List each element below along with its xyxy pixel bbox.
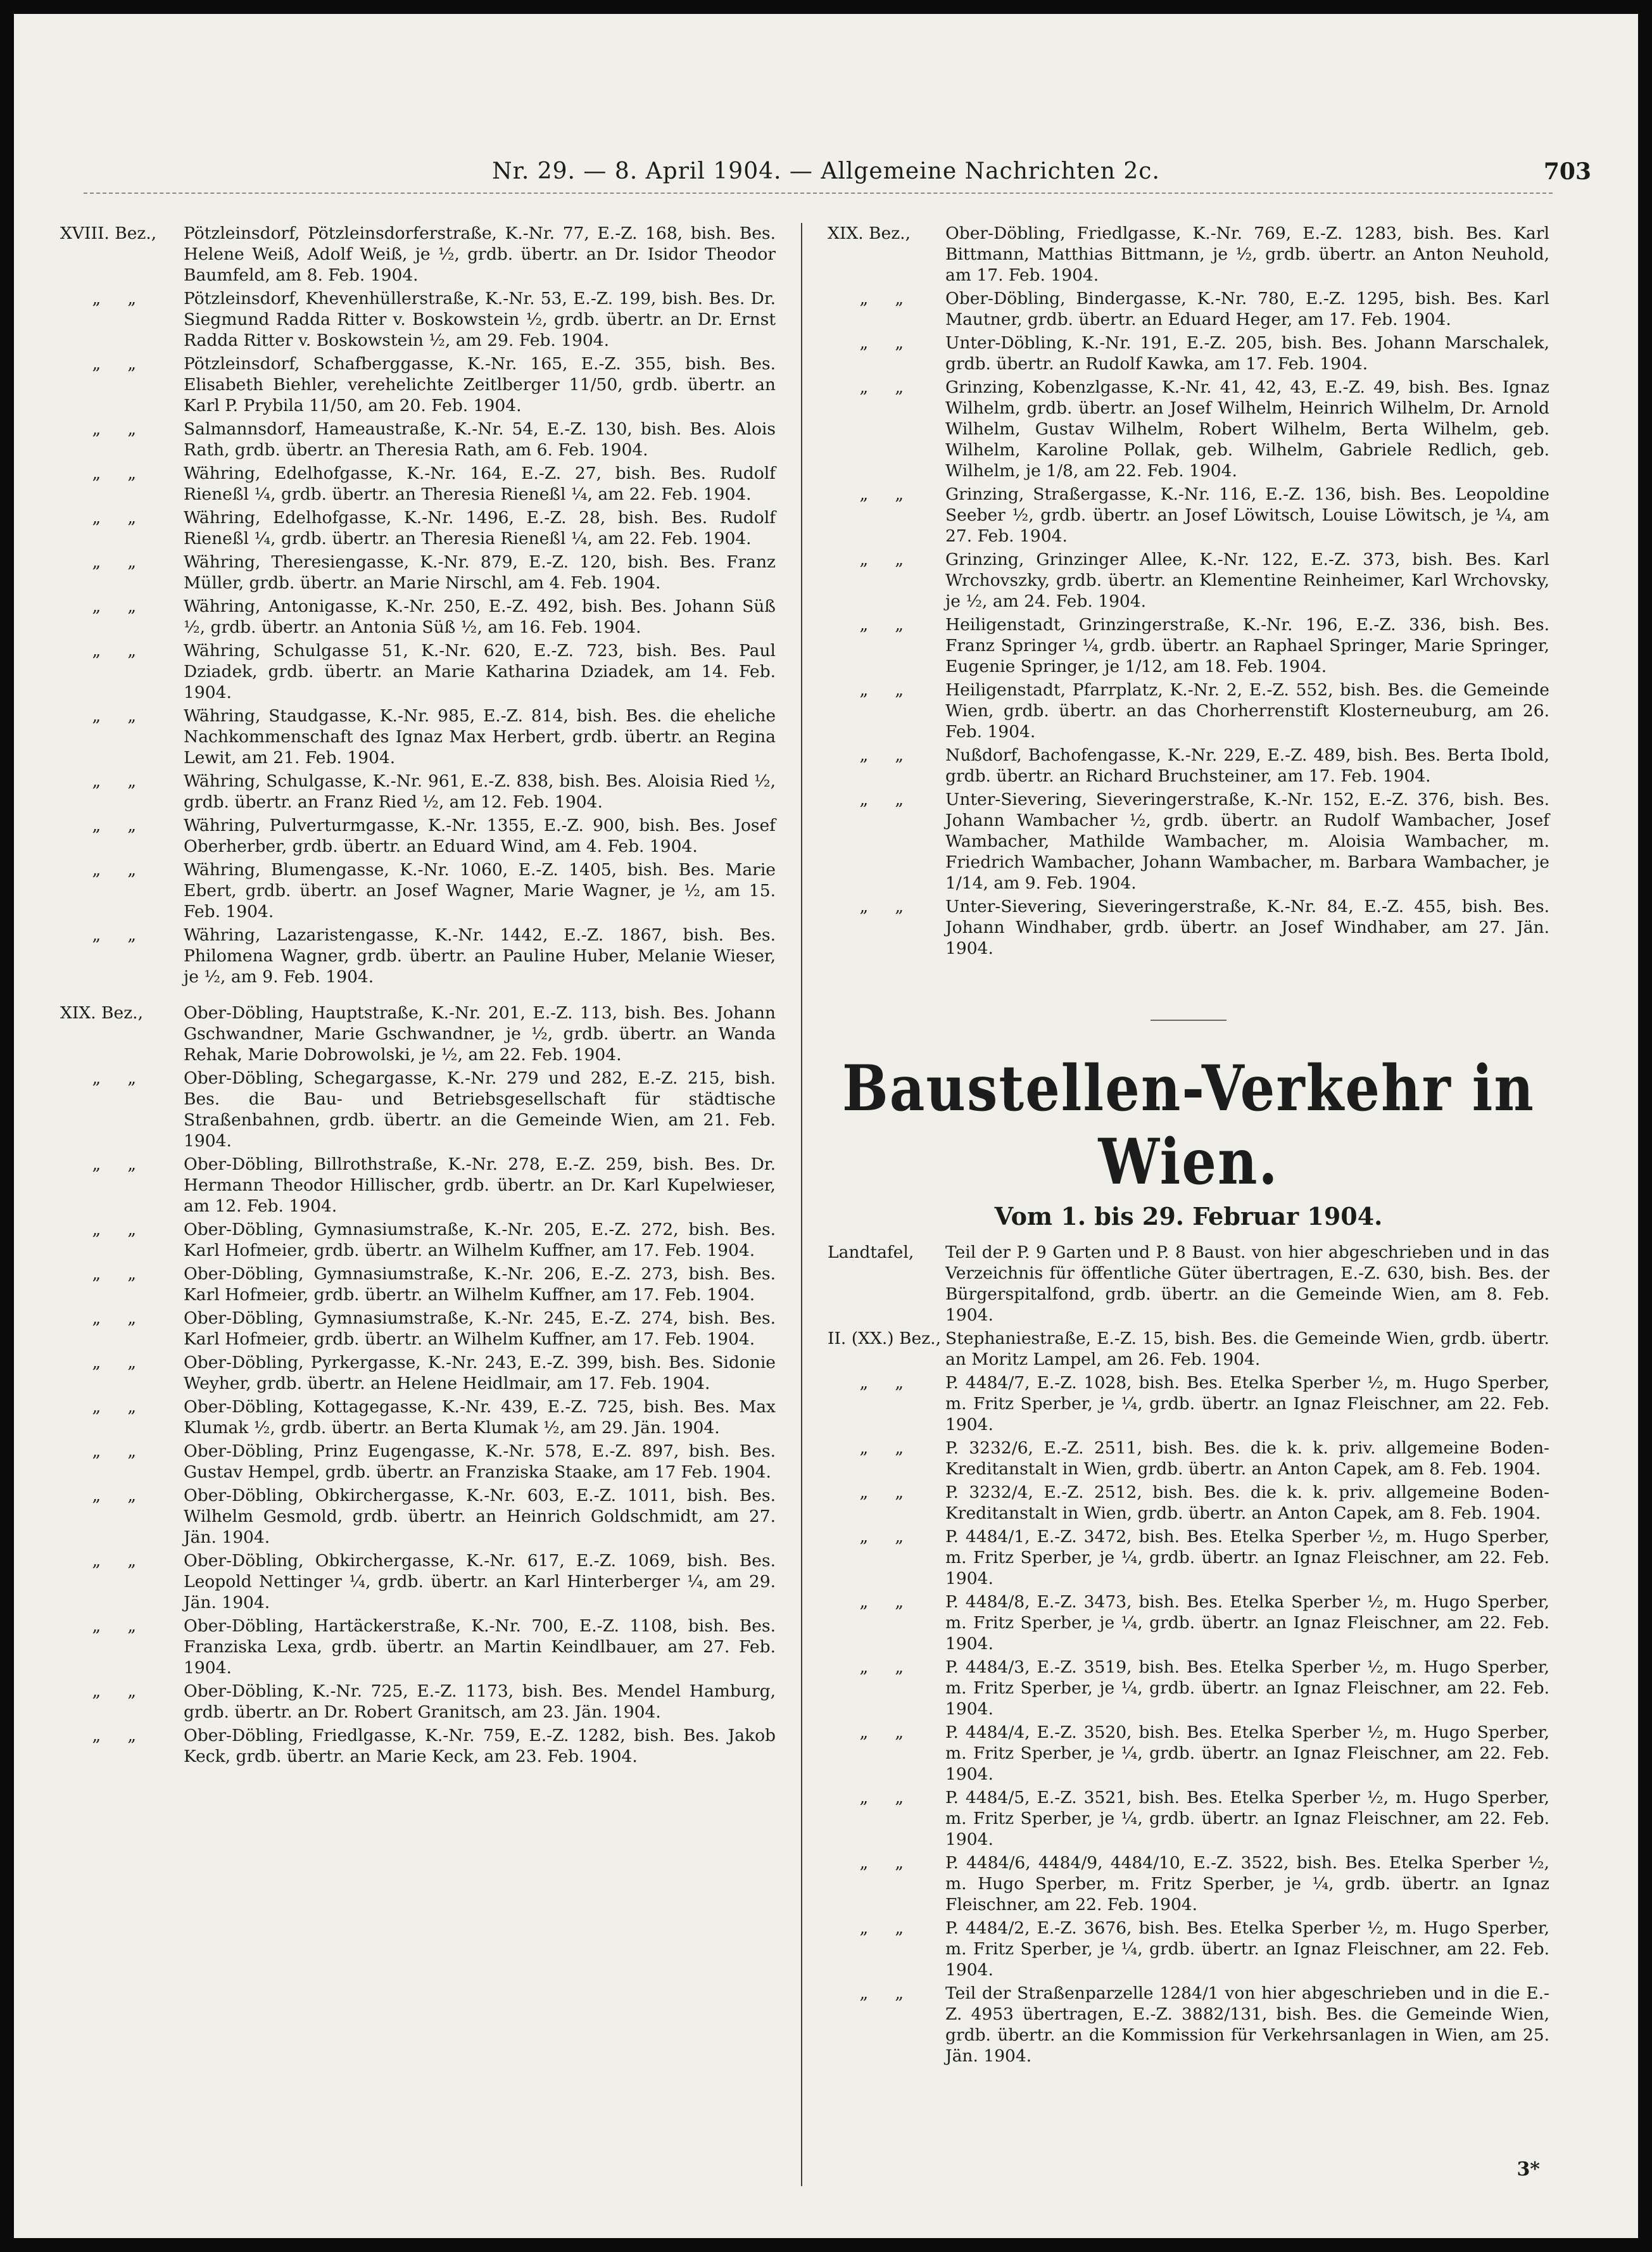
register-entry: [60, 1154, 776, 1217]
entry-text: Pötzleinsdorf, Schafberggasse, K.-Nr. 165, E.-Z. 355, bish. Bes. Elisabeth Biehler, verehelichte Zeitlberger 11/50, grdb. übertr. an Karl P. Prybila 11/50, am 20. Feb. 1904.: [184, 354, 776, 415]
register-entry: [60, 223, 776, 286]
register-entry: [828, 484, 1549, 547]
register-entry: [60, 1219, 776, 1261]
entry-text: P. 3232/4, E.-Z. 2512, bish. Bes. die k. k. priv. allgemeine Boden-Kreditanstalt in Wien, grdb. übertr. an Anton Capek, am 8. Feb. 1904.: [945, 1483, 1549, 1523]
entry-text: Heiligenstadt, Grinzingerstraße, K.-Nr. 196, E.-Z. 336, bish. Bes. Franz Springer ¼, grdb. übertr. an Raphael Springer, Marie Springer, Eugenie Springer, je 1/12, am 18. Feb. 1904.: [945, 615, 1549, 676]
entry-text: Nußdorf, Bachofengasse, K.-Nr. 229, E.-Z. 489, bish. Bes. Berta Ibold, grdb. übertr. an Richard Bruchsteiner, am 17. Feb. 1904.: [945, 745, 1549, 786]
entry-text: P. 4484/5, E.-Z. 3521, bish. Bes. Etelka Sperber ½, m. Hugo Sperber, m. Fritz Sperber, je ¼, grdb. übertr. an Ignaz Fleischner, am 22. Feb. 1904.: [945, 1788, 1549, 1849]
header-rule: [84, 193, 1553, 194]
register-entry: [828, 549, 1549, 612]
entry-district-label: „ „: [60, 354, 137, 374]
entry-text: Unter-Sievering, Sieveringerstraße, K.-Nr. 152, E.-Z. 376, bish. Bes. Johann Wambacher ½, grdb. übertr. an Rudolf Wambacher, Josef Wambacher, Mathilde Wambacher, m. Aloisia Wambacher, m. Friedrich Wambacher, Johann Wambacher, m. Barbara Wambacher, je 1/14, am 9. Feb. 1904.: [945, 790, 1549, 893]
register-entry: [828, 377, 1549, 481]
section-subtitle: Vom 1. bis 29. Februar 1904.: [994, 1202, 1383, 1230]
entry-district-label: „ „: [60, 1264, 137, 1284]
entry-text: Ober-Döbling, Bindergasse, K.-Nr. 780, E.-Z. 1295, bish. Bes. Karl Mautner, grdb. übertr. an Eduard Heger, am 17. Feb. 1904.: [945, 289, 1549, 329]
entry-district-label: „ „: [828, 615, 904, 635]
entry-text: Ober-Döbling, Billrothstraße, K.-Nr. 278, E.-Z. 259, bish. Bes. Dr. Hermann Theodor Hillischer, grdb. übertr. an Dr. Karl Kupelwieser, am 12. Feb. 1904.: [184, 1154, 776, 1216]
register-entry: [60, 1263, 776, 1305]
entry-district-label: „ „: [60, 706, 137, 726]
entry-text: P. 4484/6, 4484/9, 4484/10, E.-Z. 3522, bish. Bes. Etelka Sperber ½, m. Hugo Sperber, m. Fritz Sperber, je ¼, grdb. übertr. an Ignaz Fleischner, am 22. Feb. 1904.: [945, 1853, 1549, 1914]
entry-text: Ober-Döbling, Gymnasiumstraße, K.-Nr. 245, E.-Z. 274, bish. Bes. Karl Hofmeier, grdb. übertr. an Wilhelm Kuffner, am 17. Feb. 1904.: [184, 1308, 776, 1349]
register-entry: [828, 332, 1549, 374]
register-entry: [60, 815, 776, 857]
entry-text: Grinzing, Straßergasse, K.-Nr. 116, E.-Z. 136, bish. Bes. Leopoldine Seeber ½, grdb. übertr. an Josef Löwitsch, Louise Löwitsch, je ¼, am 27. Feb. 1904.: [945, 484, 1549, 546]
entry-text: Grinzing, Grinzinger Allee, K.-Nr. 122, E.-Z. 373, bish. Bes. Karl Wrchovszky, grdb. übertr. an Klementine Reinheimer, Karl Wrchovsky, je ½, am 24. Feb. 1904.: [945, 550, 1549, 611]
column-divider: [801, 223, 802, 2186]
entry-district-label: „ „: [828, 1983, 904, 2003]
entry-district-label: Landtafel,: [828, 1243, 914, 1262]
entry-text: Unter-Döbling, K.-Nr. 191, E.-Z. 205, bish. Bes. Johann Marschalek, grdb. übertr. an Rudolf Kawka, am 17. Feb. 1904.: [945, 333, 1549, 374]
entry-text: Ober-Döbling, Friedlgasse, K.-Nr. 759, E.-Z. 1282, bish. Bes. Jakob Keck, grdb. übertr. an Marie Keck, am 23. Feb. 1904.: [184, 1726, 776, 1766]
entry-district-label: „ „: [60, 289, 137, 308]
register-entry: [60, 1485, 776, 1548]
entry-district-label: „ „: [60, 641, 137, 661]
entry-district-label: „ „: [60, 1726, 137, 1745]
entry-district-label: „ „: [60, 925, 137, 945]
entry-district-label: XIX. Bez.,: [828, 224, 911, 243]
register-entry: [60, 859, 776, 922]
register-entry: [60, 1681, 776, 1723]
register-entry: [60, 1308, 776, 1350]
entry-district-label: „ „: [60, 816, 137, 835]
entry-district-label: „ „: [60, 508, 137, 528]
register-entry: [828, 1482, 1549, 1524]
register-entry: [828, 1526, 1549, 1589]
entry-district-label: „ „: [828, 550, 904, 569]
entry-text: Währing, Theresiengasse, K.-Nr. 879, E.-Z. 120, bish. Bes. Franz Müller, grdb. übertr. an Marie Nirschl, am 4. Feb. 1904.: [184, 552, 776, 593]
right-column-entries: [828, 223, 1549, 959]
entry-district-label: „ „: [828, 897, 904, 916]
entry-text: Ober-Döbling, Kottagegasse, K.-Nr. 439, E.-Z. 725, bish. Bes. Max Klumak ½, grdb. übertr. an Berta Klumak ½, am 29. Jän. 1904.: [184, 1397, 776, 1438]
entry-text: Salmannsdorf, Hameaustraße, K.-Nr. 54, E.-Z. 130, bish. Bes. Alois Rath, grdb. übertr. an Theresia Rath, am 6. Feb. 1904.: [184, 419, 776, 460]
register-entry: [828, 1242, 1549, 1325]
entry-district-label: „ „: [60, 1154, 137, 1174]
register-entry: [828, 1983, 1549, 2066]
entry-text: Ober-Döbling, Obkirchergasse, K.-Nr. 603, E.-Z. 1011, bish. Bes. Wilhelm Gesmold, grdb. übertr. an Heinrich Goldschmidt, am 27. Jän. 1904.: [184, 1486, 776, 1547]
entry-text: Pötzleinsdorf, Pötzleinsdorferstraße, K.-Nr. 77, E.-Z. 168, bish. Bes. Helene Weiß, Adolf Weiß, je ½, grdb. übertr. an Dr. Isidor Theodor Baumfeld, am 8. Feb. 1904.: [184, 224, 776, 285]
header-issue-line: Nr. 29. — 8. April 1904. — Allgemeine Nachrichten 2c.: [492, 158, 1160, 184]
register-entry: [60, 705, 776, 768]
entry-district-label: „ „: [828, 1373, 904, 1393]
right-column: [828, 223, 1549, 2069]
page-header: [14, 158, 1638, 196]
register-entry: [828, 1787, 1549, 1850]
register-entry: [60, 353, 776, 416]
entry-district-label: „ „: [60, 419, 137, 439]
entry-district-label: „ „: [60, 860, 137, 880]
entry-district-label: „ „: [828, 1918, 904, 1938]
entry-text: Währing, Pulverturmgasse, K.-Nr. 1355, E.-Z. 900, bish. Bes. Josef Oberherber, grdb. übertr. an Eduard Wind, am 4. Feb. 1904.: [184, 816, 776, 856]
register-entry: [828, 896, 1549, 959]
entry-text: Währing, Staudgasse, K.-Nr. 985, E.-Z. 814, bish. Bes. die eheliche Nachkommenschaft des Ignaz Max Herbert, grdb. übertr. an Regina Lewit, am 21. Feb. 1904.: [184, 706, 776, 768]
entry-district-label: „ „: [828, 1788, 904, 1807]
entry-text: Währing, Schulgasse 51, K.-Nr. 620, E.-Z. 723, bish. Bes. Paul Dziadek, grdb. übertr. an Marie Katharina Dziadek, am 14. Feb. 1904.: [184, 641, 776, 702]
register-entry: [60, 1396, 776, 1438]
entry-text: Währing, Blumengasse, K.-Nr. 1060, E.-Z. 1405, bish. Bes. Marie Ebert, grdb. übertr. an Josef Wagner, Marie Wagner, je ½, am 15. Feb. 1904.: [184, 860, 776, 921]
section-entries: [828, 1242, 1549, 2066]
entry-district-label: „ „: [60, 1220, 137, 1239]
register-entry: [60, 419, 776, 460]
register-entry: [60, 640, 776, 703]
register-entry: [828, 1722, 1549, 1785]
entry-district-label: XVIII. Bez.,: [60, 224, 157, 243]
newspaper-page: [14, 14, 1638, 2238]
register-entry: [828, 745, 1549, 787]
register-entry: [60, 1725, 776, 1767]
entry-text: Währing, Edelhofgasse, K.-Nr. 164, E.-Z. 27, bish. Bes. Rudolf Rieneßl ¼, grdb. übertr. an Theresia Rieneßl ¼, am 22. Feb. 1904.: [184, 464, 776, 504]
signature-mark: 3*: [1516, 2158, 1540, 2180]
entry-district-label: „ „: [60, 1441, 137, 1461]
entry-text: Teil der Straßenparzelle 1284/1 von hier abgeschrieben und in die E.-Z. 4953 übertragen, E.-Z. 3882/131, bish. Bes. die Gemeinde Wien, grdb. übertr. an die Kommission für Verkehrsanlagen in Wien, am 25. Jän. 1904.: [945, 1983, 1549, 2066]
register-entry: [60, 771, 776, 813]
entry-text: Stephaniestraße, E.-Z. 15, bish. Bes. die Gemeinde Wien, grdb. übertr. an Moritz Lampel, am 26. Feb. 1904.: [945, 1329, 1549, 1369]
entry-text: P. 4484/4, E.-Z. 3520, bish. Bes. Etelka Sperber ½, m. Hugo Sperber, m. Fritz Sperber, je ¼, grdb. übertr. an Ignaz Fleischner, am 22. Feb. 1904.: [945, 1723, 1549, 1784]
entry-text: Teil der P. 9 Garten und P. 8 Baust. von hier abgeschrieben und in das Verzeichnis für öffentliche Güter übertragen, E.-Z. 630, bish. Bes. der Bürgerspitalfond, grdb. übertr. an die Gemeinde Wien, am 8. Feb. 1904.: [945, 1243, 1549, 1325]
section-separator: [1151, 1020, 1226, 1021]
entry-district-label: „ „: [60, 1486, 137, 1505]
entry-district-label: „ „: [60, 1353, 137, 1372]
register-entry: [828, 789, 1549, 894]
entry-district-label: „ „: [828, 1592, 904, 1612]
register-entry: [60, 1352, 776, 1394]
entry-district-label: „ „: [828, 1723, 904, 1742]
entry-district-label: „ „: [828, 1853, 904, 1873]
entry-text: Währing, Lazaristengasse, K.-Nr. 1442, E.-Z. 1867, bish. Bes. Philomena Wagner, grdb. übertr. an Pauline Huber, Melanie Wieser, je ½, am 9. Feb. 1904.: [184, 925, 776, 987]
entry-district-label: „ „: [828, 289, 904, 308]
register-entry: [828, 1657, 1549, 1719]
register-entry: [60, 463, 776, 505]
entry-district-label: „ „: [828, 1527, 904, 1547]
entry-text: P. 4484/8, E.-Z. 3473, bish. Bes. Etelka Sperber ½, m. Hugo Sperber, m. Fritz Sperber, je ¼, grdb. übertr. an Ignaz Fleischner, am 22. Feb. 1904.: [945, 1592, 1549, 1654]
register-entry: [60, 596, 776, 638]
register-entry: [828, 1372, 1549, 1435]
entry-district-label: „ „: [828, 333, 904, 353]
entry-district-label: „ „: [828, 1657, 904, 1677]
register-entry: [60, 1003, 776, 1065]
entry-text: P. 4484/3, E.-Z. 3519, bish. Bes. Etelka Sperber ½, m. Hugo Sperber, m. Fritz Sperber, je ¼, grdb. übertr. an Ignaz Fleischner, am 22. Feb. 1904.: [945, 1657, 1549, 1719]
entry-text: Ober-Döbling, Schegargasse, K.-Nr. 279 und 282, E.-Z. 215, bish. Bes. die Bau- und Betriebsgesellschaft für städtische Straßenbahnen, grdb. übertr. an die Gemeinde Wien, am 21. Feb. 1904.: [184, 1068, 776, 1151]
register-entry: [60, 507, 776, 549]
entry-text: Ober-Döbling, K.-Nr. 725, E.-Z. 1173, bish. Bes. Mendel Hamburg, grdb. übertr. an Dr. Robert Granitsch, am 23. Jän. 1904.: [184, 1681, 776, 1722]
entry-district-label: „ „: [60, 552, 137, 572]
entry-text: Ober-Döbling, Gymnasiumstraße, K.-Nr. 205, E.-Z. 272, bish. Bes. Karl Hofmeier, grdb. übertr. an Wilhelm Kuffner, am 17. Feb. 1904.: [184, 1220, 776, 1260]
entry-text: Währing, Edelhofgasse, K.-Nr. 1496, E.-Z. 28, bish. Bes. Rudolf Rieneßl ¼, grdb. übertr. an Theresia Rieneßl ¼, am 22. Feb. 1904.: [184, 508, 776, 548]
register-entry: [828, 1918, 1549, 1980]
register-entry: [60, 552, 776, 593]
register-entry: [60, 1616, 776, 1678]
entry-text: Ober-Döbling, Hartäckerstraße, K.-Nr. 700, E.-Z. 1108, bish. Bes. Franziska Lexa, grdb. übertr. an Martin Keindlbauer, am 27. Feb. 1904.: [184, 1616, 776, 1678]
register-entry: [828, 1591, 1549, 1654]
entry-text: Ober-Döbling, Obkirchergasse, K.-Nr. 617, E.-Z. 1069, bish. Bes. Leopold Nettinger ¼, grdb. übertr. an Karl Hinterberger ¼, am 29. Jän. 1904.: [184, 1551, 776, 1612]
entry-text: Ober-Döbling, Gymnasiumstraße, K.-Nr. 206, E.-Z. 273, bish. Bes. Karl Hofmeier, grdb. übertr. an Wilhelm Kuffner, am 17. Feb. 1904.: [184, 1264, 776, 1305]
register-entry: [828, 614, 1549, 677]
register-entry: [60, 1550, 776, 1613]
register-entry: [828, 1852, 1549, 1915]
entry-text: Ober-Döbling, Friedlgasse, K.-Nr. 769, E.-Z. 1283, bish. Bes. Karl Bittmann, Matthias Bittmann, je ½, grdb. übertr. an Anton Neuhold, am 17. Feb. 1904.: [945, 224, 1549, 285]
register-entry: [828, 1328, 1549, 1370]
page-number: 703: [1543, 158, 1591, 185]
entry-district-label: „ „: [60, 771, 137, 791]
entry-text: P. 4484/7, E.-Z. 1028, bish. Bes. Etelka Sperber ½, m. Hugo Sperber, m. Fritz Sperber, je ¼, grdb. übertr. an Ignaz Fleischner, am 22. Feb. 1904.: [945, 1373, 1549, 1434]
entry-district-label: „ „: [60, 1551, 137, 1571]
entry-district-label: „ „: [60, 1616, 137, 1636]
entry-text: P. 4484/1, E.-Z. 3472, bish. Bes. Etelka Sperber ½, m. Hugo Sperber, m. Fritz Sperber, je ¼, grdb. übertr. an Ignaz Fleischner, am 22. Feb. 1904.: [945, 1527, 1549, 1588]
entry-text: Grinzing, Kobenzlgasse, K.-Nr. 41, 42, 43, E.-Z. 49, bish. Bes. Ignaz Wilhelm, grdb. übertr. an Josef Wilhelm, Heinrich Wilhelm, Dr. Arnold Wilhelm, Gustav Wilhelm, Robert Wilhelm, Berta Wilhelm, geb. Wilhelm, Karoline Pollak, geb. Wilhelm, Gabriele Redlich, geb. Wilhelm, je 1/8, am 22. Feb. 1904.: [945, 377, 1549, 481]
entry-district-label: XIX. Bez.,: [60, 1003, 144, 1023]
entry-district-label: „ „: [828, 790, 904, 809]
register-entry: [60, 925, 776, 987]
register-entry: [828, 1438, 1549, 1479]
entry-text: Heiligenstadt, Pfarrplatz, K.-Nr. 2, E.-Z. 552, bish. Bes. die Gemeinde Wien, grdb. übertr. an das Chorherrenstift Klosterneuburg, am 26. Feb. 1904.: [945, 680, 1549, 742]
entry-district-label: „ „: [828, 484, 904, 504]
entry-district-label: „ „: [60, 1308, 137, 1328]
entry-gap: [60, 990, 776, 1003]
entry-district-label: II. (XX.) Bez.,: [828, 1329, 942, 1348]
entry-text: P. 3232/6, E.-Z. 2511, bish. Bes. die k. k. priv. allgemeine Boden-Kreditanstalt in Wien, grdb. übertr. an Anton Capek, am 8. Feb. 1904.: [945, 1438, 1549, 1479]
entry-district-label: „ „: [60, 464, 137, 483]
section-title: Baustellen-Verkehr in Wien.: [842, 1051, 1535, 1199]
entry-district-label: „ „: [828, 1438, 904, 1458]
entry-text: Pötzleinsdorf, Khevenhüllerstraße, K.-Nr. 53, E.-Z. 199, bish. Bes. Dr. Siegmund Radda Ritter v. Boskowstein ½, grdb. übertr. an Dr. Ernst Radda Ritter v. Boskowstein ½, am 29. Feb. 1904.: [184, 289, 776, 350]
entry-text: Währing, Schulgasse, K.-Nr. 961, E.-Z. 838, bish. Bes. Aloisia Ried ½, grdb. übertr. an Franz Ried ½, am 12. Feb. 1904.: [184, 771, 776, 812]
entry-district-label: „ „: [60, 1397, 137, 1417]
entry-text: Ober-Döbling, Pyrkergasse, K.-Nr. 243, E.-Z. 399, bish. Bes. Sidonie Weyher, grdb. übertr. an Helene Heidlmair, am 17. Feb. 1904.: [184, 1353, 776, 1393]
entry-district-label: „ „: [60, 597, 137, 616]
left-column: [60, 223, 776, 1769]
entry-district-label: „ „: [828, 745, 904, 765]
entry-district-label: „ „: [60, 1068, 137, 1088]
register-entry: [828, 680, 1549, 742]
entry-text: Währing, Antonigasse, K.-Nr. 250, E.-Z. 492, bish. Bes. Johann Süß ½, grdb. übertr. an Antonia Süß ½, am 16. Feb. 1904.: [184, 597, 776, 637]
register-entry: [828, 223, 1549, 286]
entry-text: P. 4484/2, E.-Z. 3676, bish. Bes. Etelka Sperber ½, m. Hugo Sperber, m. Fritz Sperber, je ¼, grdb. übertr. an Ignaz Fleischner, am 22. Feb. 1904.: [945, 1918, 1549, 1980]
entry-text: Unter-Sievering, Sieveringerstraße, K.-Nr. 84, E.-Z. 455, bish. Bes. Johann Windhaber, grdb. übertr. an Josef Windhaber, am 27. Jän. 1904.: [945, 897, 1549, 958]
register-entry: [60, 1441, 776, 1483]
entry-district-label: „ „: [828, 680, 904, 700]
entry-district-label: „ „: [828, 377, 904, 397]
register-entry: [828, 288, 1549, 330]
register-entry: [60, 288, 776, 351]
entry-text: Ober-Döbling, Hauptstraße, K.-Nr. 201, E.-Z. 113, bish. Bes. Johann Gschwandner, Marie Gschwandner, je ½, grdb. übertr. an Wanda Rehak, Marie Dobrowolski, je ½, am 22. Feb. 1904.: [184, 1003, 776, 1065]
entry-district-label: „ „: [60, 1681, 137, 1701]
register-entry: [60, 1068, 776, 1151]
entry-text: Ober-Döbling, Prinz Eugengasse, K.-Nr. 578, E.-Z. 897, bish. Bes. Gustav Hempel, grdb. übertr. an Franziska Staake, am 17 Feb. 1904.: [184, 1441, 776, 1482]
entry-district-label: „ „: [828, 1483, 904, 1502]
